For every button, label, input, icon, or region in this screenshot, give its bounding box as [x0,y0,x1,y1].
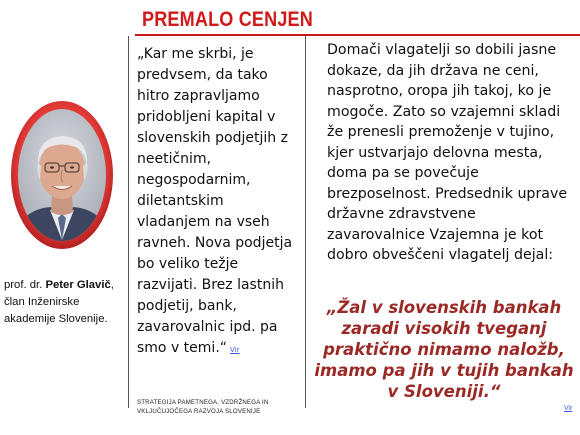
caption-suffix: , član Inženirske akademije Slovenije. [4,279,114,325]
right-paragraph: Domači vlagatelji so dobili jasne dokaze, da jih država ne ceni, nasprotno, oropa jih takoj, ko je mogoče. Zato so vzajemni skladi že prenesli premoženje v tujino, kjer ustvarjajo delovna mesta, doma pa se povečuje brezposelnost. Predsednik uprave državne zdravstvene zavarovalnice Vzajemna je kot dobro obveščeni vlagatelj dejal: [327,42,568,263]
divider-middle [305,36,306,408]
portrait-caption [4,277,130,328]
page-title: PREMALO CENJEN [142,8,313,31]
quote-source-link[interactable]: Vir [230,346,240,354]
divider-left [128,36,129,408]
quote-block [137,44,301,361]
portrait-photo [10,100,114,250]
caption-prefix: prof. dr. [4,279,46,291]
quote-text: „Kar me skrbi, je predvsem, da tako hitro zapravljamo pridobljeni kapital v slovenskih podjetjih z neetičnim, negospodarnim, diletantskim vladanjem na vseh ravneh. Nova podjetja bo veliko težje razvijati. Brez lastnih podjetij, bank, zavarovalnic ipd. pa smo v temi.“ [137,46,293,356]
right-source-link[interactable]: Vir [564,405,573,412]
highlight-quote: „Žal v slovenskih bankah zaradi visokih tveganj praktično nimamo naložb, imamo pa jih v tujih bankah v Sloveniji.“ [314,298,574,401]
strategy-source: STRATEGIJA PAMETNEGA, VZDRŽNEGA IN VKLJUČUJOČEGA RAZVOJA SLOVENIJE [137,399,269,415]
person-name: Peter Glavič [45,279,111,291]
title-underline [135,34,580,36]
